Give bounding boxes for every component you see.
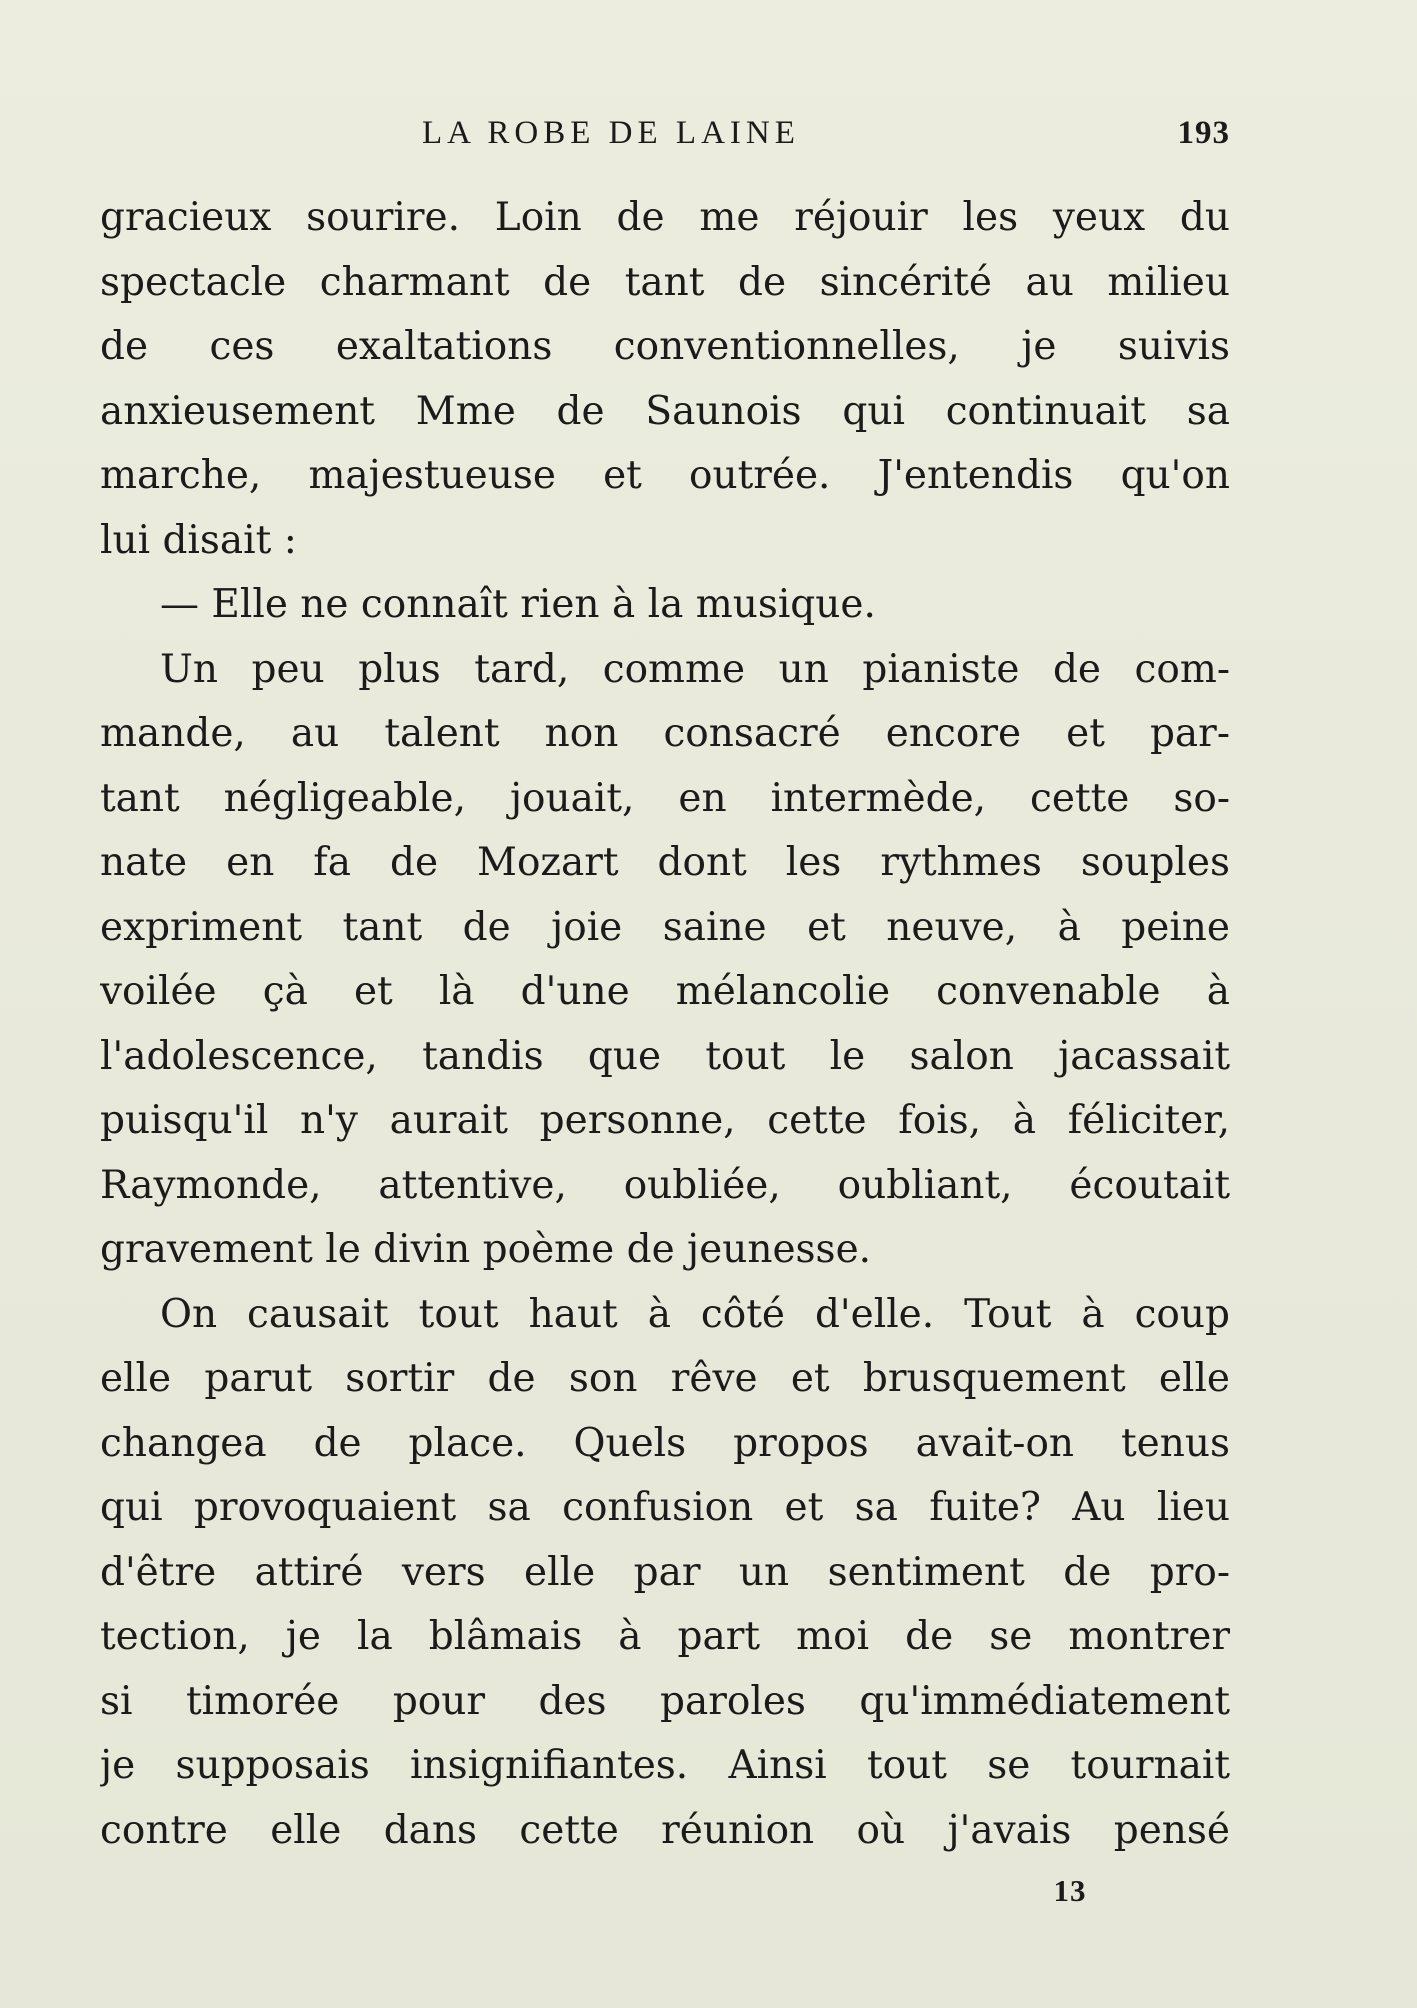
running-header	[100, 108, 1230, 158]
page-number: 193	[1177, 115, 1230, 151]
text-line: marche, majestueuse et outrée. J'entendis qu'on	[100, 453, 1230, 498]
text-line: tant négligeable, jouait, en intermède, cette so-	[100, 775, 1230, 821]
text-line: d'être attiré vers elle par un sentiment de pro-	[100, 1549, 1230, 1595]
text-line: de ces exaltations conventionnelles, je suivis	[100, 324, 1230, 369]
text-line: voilée çà et là d'une mélancolie convenable à	[100, 969, 1230, 1014]
text-line: mande, au talent non consacré encore et par-	[100, 711, 1230, 756]
text-line: Raymonde, attentive, oubliée, oubliant, écoutait	[100, 1162, 1230, 1208]
text-line: contre elle dans cette réunion où j'avais pensé	[100, 1807, 1230, 1853]
text-line: anxieusement Mme de Saunois qui continuait sa	[100, 388, 1230, 434]
text-line: Un peu plus tard, comme un pianiste de com-	[160, 646, 1230, 692]
text-line: spectacle charmant de tant de sincérité au milieu	[100, 259, 1230, 305]
text-line: tection, je la blâmais à part moi de se montrer	[100, 1614, 1230, 1659]
text-line: On causait tout haut à côté d'elle. Tout à coup	[160, 1291, 1230, 1337]
text-line: nate en fa de Mozart dont les rythmes souples	[100, 840, 1230, 885]
text-line: lui disait :	[100, 517, 297, 563]
body-text	[100, 186, 1230, 1863]
text-line: changea de place. Quels propos avait-on tenus	[100, 1420, 1230, 1466]
text-line: qui provoquaient sa confusion et sa fuite? Au lieu	[100, 1485, 1230, 1530]
text-line: elle parut sortir de son rêve et brusquement elle	[100, 1356, 1230, 1401]
text-line: gracieux sourire. Loin de me réjouir les yeux du	[100, 195, 1230, 240]
running-title: LA ROBE DE LAINE	[422, 115, 800, 151]
signature-mark: 13	[1053, 1873, 1087, 1908]
text-line: l'adolescence, tandis que tout le salon jacassait	[100, 1033, 1230, 1079]
text-line: expriment tant de joie saine et neuve, à peine	[100, 904, 1230, 950]
text-line: puisqu'il n'y aurait personne, cette fois, à féliciter,	[100, 1098, 1230, 1143]
text-line: si timorée pour des paroles qu'immédiatement	[100, 1678, 1230, 1724]
text-line: je supposais insignifiantes. Ainsi tout se tournait	[100, 1743, 1230, 1788]
text-line: — Elle ne connaît rien à la musique.	[160, 582, 876, 627]
text-line: gravement le divin poème de jeunesse.	[100, 1227, 872, 1272]
